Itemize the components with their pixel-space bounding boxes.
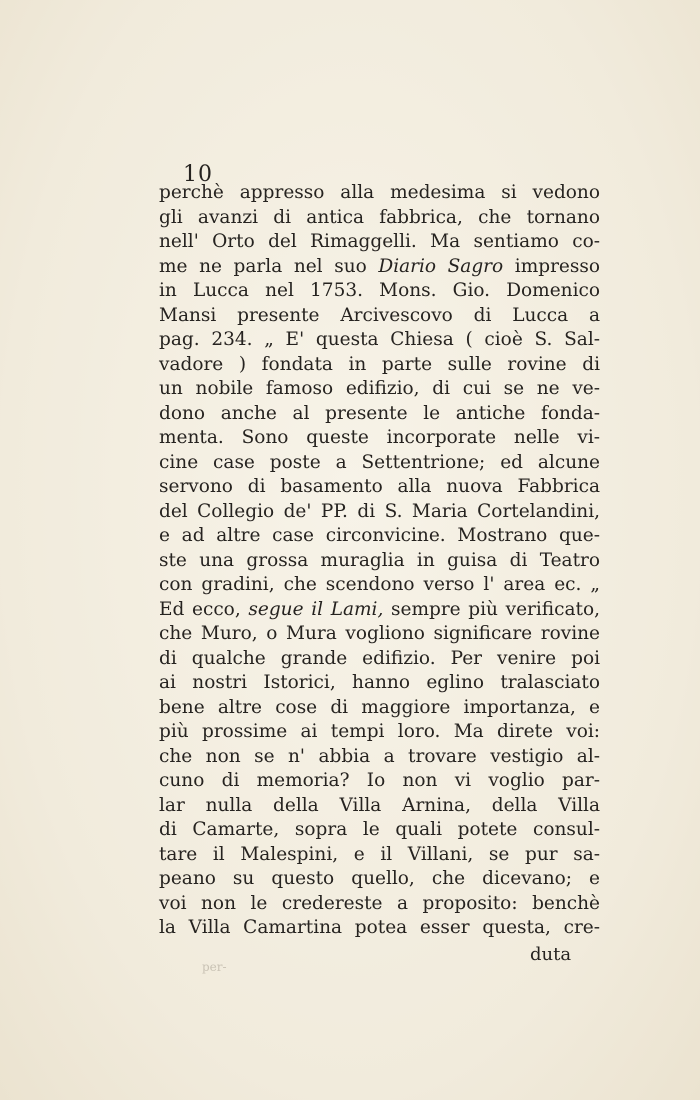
catchword: duta <box>530 944 572 965</box>
text-line: dono anche al presente le antiche fonda- <box>159 402 600 424</box>
text-line: di qualche grande edifizio. Per venire poi <box>159 647 600 669</box>
text-line: di Camarte, sopra le quali potete consul- <box>159 819 600 840</box>
text-line: che non se n' abbia a trovare vestigio al- <box>159 745 600 767</box>
text-run: sempre più verificato, <box>383 598 600 620</box>
italic-title: Diario Sagro <box>378 255 504 277</box>
body-text <box>159 181 600 941</box>
text-line: ste una grossa muraglia in guisa di Teatro <box>159 549 600 571</box>
text-line <box>159 598 600 623</box>
text-line: più prossime ai tempi loro. Ma direte voi: <box>159 721 600 742</box>
text-line: in Lucca nel 1753. Mons. Gio. Domenico <box>159 280 600 301</box>
text-line: vadore ) fondata in parte sulle rovine di <box>159 353 600 375</box>
text-line: che Muro, o Mura vogliono significare rovine <box>159 623 600 644</box>
text-line: voi non le credereste a proposito: benchè <box>159 892 600 914</box>
text-line <box>159 255 600 280</box>
text-line: peano su questo quello, che dicevano; e <box>159 868 600 889</box>
text-line: bene altre cose di maggiore importanza, e <box>159 696 600 718</box>
text-run: impresso <box>503 255 600 277</box>
text-line: perchè appresso alla medesima si vedono <box>159 182 600 203</box>
italic-attribution: segue il Lami, <box>248 598 384 620</box>
text-line: con gradini, che scendono verso l' area ec. „ <box>159 574 600 595</box>
text-line: cuno di memoria? Io non vi voglio par- <box>159 770 600 791</box>
text-line: nell' Orto del Rimaggelli. Ma sentiamo co- <box>159 231 600 252</box>
text-line: menta. Sono queste incorporate nelle vi- <box>159 427 600 448</box>
page-number: 10 <box>183 162 213 187</box>
text-line: gli avanzi di antica fabbrica, che tornano <box>159 206 600 228</box>
text-line: pag. 234. „ E' questa Chiesa ( cioè S. Sal- <box>159 329 600 350</box>
text-run: me ne parla nel suo <box>159 255 379 277</box>
text-line: e ad altre case circonvicine. Mostrano que- <box>159 525 600 546</box>
text-line: del Collegio de' PP. di S. Maria Cortelandini, <box>159 500 600 522</box>
text-line: cine case poste a Settentrione; ed alcune <box>159 451 600 473</box>
bleed-through-text: per- <box>202 960 227 974</box>
text-line: lar nulla della Villa Arnina, della Villa <box>159 794 600 816</box>
text-line: Mansi presente Arcivescovo di Lucca a <box>159 304 600 326</box>
text-line: un nobile famoso edifizio, di cui se ne ve- <box>159 378 600 399</box>
text-line: servono di basamento alla nuova Fabbrica <box>159 476 600 497</box>
text-line: tare il Malespini, e il Villani, se pur sa- <box>159 843 600 865</box>
text-line: ai nostri Istorici, hanno eglino tralasciato <box>159 672 600 693</box>
text-run: Ed ecco, <box>159 598 249 620</box>
text-line: la Villa Camartina potea esser questa, cre- <box>159 917 600 938</box>
